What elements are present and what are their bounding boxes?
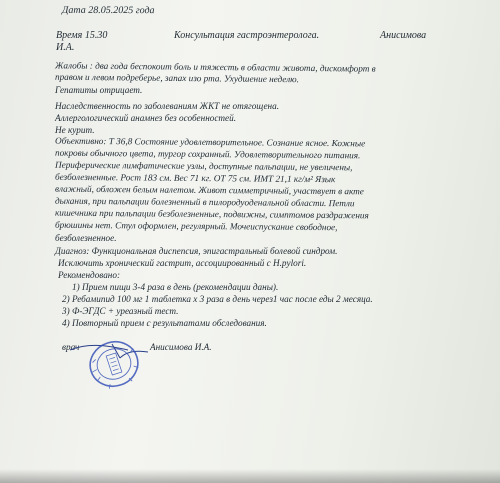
signature-label: врач bbox=[62, 342, 80, 352]
objective-line-2: покровы обычного цвета, тургор сохранный. Удовлетворительного питания. bbox=[54, 147, 361, 161]
diagnosis-line-1: Диагноз: Функциональная диспепсия, эпигастральный болевой синдром. bbox=[55, 246, 338, 256]
complaints-line-2: правом и левом подреберье, запах изо рта. Ухудшение неделю. bbox=[54, 71, 299, 85]
time-line: Время 15.30 bbox=[56, 30, 108, 41]
consultation-title: Консультация гастроэнтеролога. bbox=[174, 30, 320, 41]
patient-surname: Анисимова bbox=[380, 30, 427, 41]
patient-initials: И.А. bbox=[56, 42, 75, 53]
objective-line-5: влажный, обложен белым налетом. Живот симметричный, участвует в акте bbox=[54, 183, 364, 197]
bottom-shadow bbox=[0, 469, 500, 483]
objective-line-1: Объективно: Т 36,8 Состояние удовлетворительное. Сознание ясное. Кожные bbox=[54, 135, 366, 149]
allergy-line: Аллергологический анамнез без особенностей. bbox=[55, 113, 237, 123]
recommendation-1: 1) Прием пищи 3-4 раза в день (рекомендации даны). bbox=[72, 282, 279, 292]
recommendation-4: 4) Повторный прием с результатами обследования. bbox=[62, 318, 267, 328]
hepatitis-line: Гепатиты отрицает. bbox=[55, 85, 143, 95]
objective-line-8: брюшины нет. Стул оформлен, регулярный. Мочеиспускание свободное, bbox=[54, 219, 338, 233]
recommended-title: Рекомендовано: bbox=[58, 270, 121, 280]
objective-line-7: кишечника при пальпации безболезненные, подвижны, симптомов раздражения bbox=[54, 207, 369, 221]
date-line: Дата 28.05.2025 года bbox=[61, 4, 155, 17]
objective-line-6: дыхания, при пальпации болезненный в пилородуоденальной области. Петли bbox=[54, 195, 355, 209]
objective-line-9: безболезненное. bbox=[55, 233, 117, 243]
recommendation-3: 3) Ф-ЭГДС + уреазный тест. bbox=[62, 306, 179, 316]
heredity-line: Наследственность по заболеваниям ЖКТ не отягощена. bbox=[55, 101, 279, 111]
recommendation-2: 2) Ребамипид 100 мг 1 таблетка х 3 раза в день через1 час после еды 2 месяца. bbox=[62, 294, 373, 304]
smoking-line: Не курит. bbox=[55, 125, 95, 135]
diagnosis-line-2: Исключить хронический гастрит, ассоциированный с H.pylori. bbox=[58, 258, 307, 268]
signature-doctor: Анисимова И.А. bbox=[150, 342, 212, 352]
objective-line-4: безболезненные. Рост 183 см. Вес 71 кг. ОТ 75 см. ИМТ 21,1 кг/м² Язык bbox=[54, 171, 336, 185]
objective-line-3: Периферические лимфатические узлы, доступные пальпации, не увеличены, bbox=[54, 159, 353, 173]
round-stamp-icon bbox=[86, 338, 142, 390]
complaints-line-1: Жалобы : два года беспокоит боль и тяжесть в области живота, дискомфорт в bbox=[54, 60, 376, 74]
